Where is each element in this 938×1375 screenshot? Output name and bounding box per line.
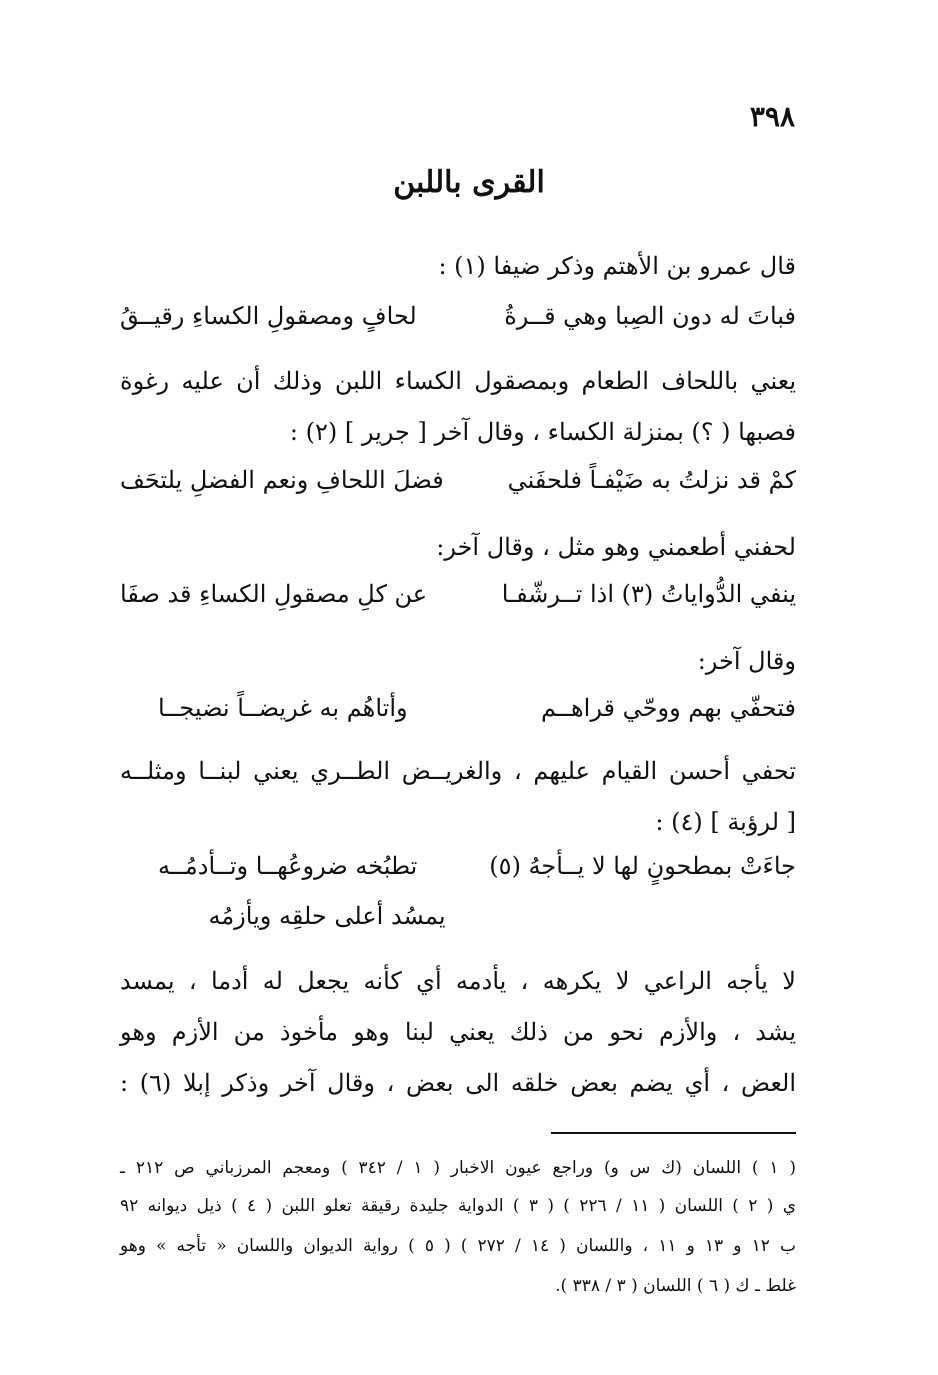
verse-line [158, 852, 796, 884]
body-line: تحفي أحسن القيام عليهم ، والغريــض الطــري يعني لبنــا ومثلــه [120, 757, 797, 785]
body-line: لا يأجه الراعي لا يكرهه ، يأدمه أي كأنه يجعل له أدما ، يمسد [120, 967, 796, 995]
verse-hemistich-second: فضلَ اللحافِ ونعم الفضلِ يلتحَف [120, 466, 444, 494]
verse-hemistich-second: لحافٍ ومصقولِ الكساءِ رقيــقُ [120, 302, 417, 330]
body-line: العض ، أي يضم بعض خلقه الى بعض ، وقال آخر وذكر إبلا (٦) : [120, 1069, 796, 1097]
verse-line [120, 580, 796, 612]
verse-line [158, 694, 796, 726]
verse-hemistich-first: فباتَ له دون الصِبا وهي قــرةُ [504, 302, 796, 330]
footnote-line: ب ١٢ و ١٣ و ١١ ، واللسان ( ١٤ / ٢٧٢ ) ( ٥ ) رواية الديوان واللسان « تأجه » وهو [120, 1236, 796, 1256]
body-line: يشد ، والأزم نحو من ذلك يعني لبنا وهو مأخوذ من الأزم وهو [120, 1018, 796, 1046]
body-line: فصبها ( ؟) بمنزلة الكساء ، وقال آخر [ جرير ] (٢) : [289, 418, 796, 446]
body-line: يعني باللحاف الطعام وبمصقول الكساء اللبن وذلك أن عليه رغوة [120, 367, 796, 395]
verse-hemistich-first: كمْ قد نزلتُ به ضَيْفـاً فلحفَني [507, 466, 796, 494]
body-line: لحفني أطعمني وهو مثل ، وقال آخر: [436, 533, 796, 561]
verse-hemistich-first: جاءَتْ بمطحونٍ لها لا يــأجهُ (٥) [489, 852, 796, 880]
verse-line-centered: يمسُد أعلى حلقِه ويأزمُه [208, 902, 446, 930]
body-line: وقال آخر: [697, 647, 796, 675]
footnote-divider [551, 1132, 796, 1134]
page-number: ٣٩٨ [749, 100, 795, 133]
body-line: قال عمرو بن الأهتم وذكر ضيفا (١) : [438, 252, 796, 280]
verse-hemistich-second: تطبُخه ضروعُهــا وتــأدمُــه [158, 852, 418, 880]
footnote-line: غلط ـ ك ( ٦ ) اللسان ( ٣ / ٣٣٨ ). [555, 1276, 796, 1296]
body-line: [ لرؤبة ] (٤) : [655, 808, 796, 836]
verse-line [120, 302, 796, 334]
verse-hemistich-first: فتحفّي بهم ووحّي قراهــم [540, 694, 796, 722]
footnote-line: ( ١ ) اللسان (ك س و) وراجع عيون الاخبار ( ١ / ٣٤٢ ) ومعجم المرزباني ص ٢١٢ ـ [120, 1158, 796, 1178]
verse-hemistich-second: وأتاهُم به غريضــاً نضيجــا [158, 694, 408, 722]
verse-line [120, 466, 796, 498]
footnote-line: ي ( ٢ ) اللسان ( ١١ / ٢٢٦ ) ( ٣ ) الدواية جليدة رقيقة تعلو اللبن ( ٤ ) ذيل ديوانه ٩٢ [120, 1196, 796, 1216]
verse-hemistich-first: ينفي الدُّواياتُ (٣) اذا تــرشّفـا [501, 580, 796, 608]
verse-hemistich-second: عن كلِ مصقولِ الكساءِ قد صفَا [120, 580, 428, 608]
page-title: القرى باللبن [393, 165, 545, 200]
